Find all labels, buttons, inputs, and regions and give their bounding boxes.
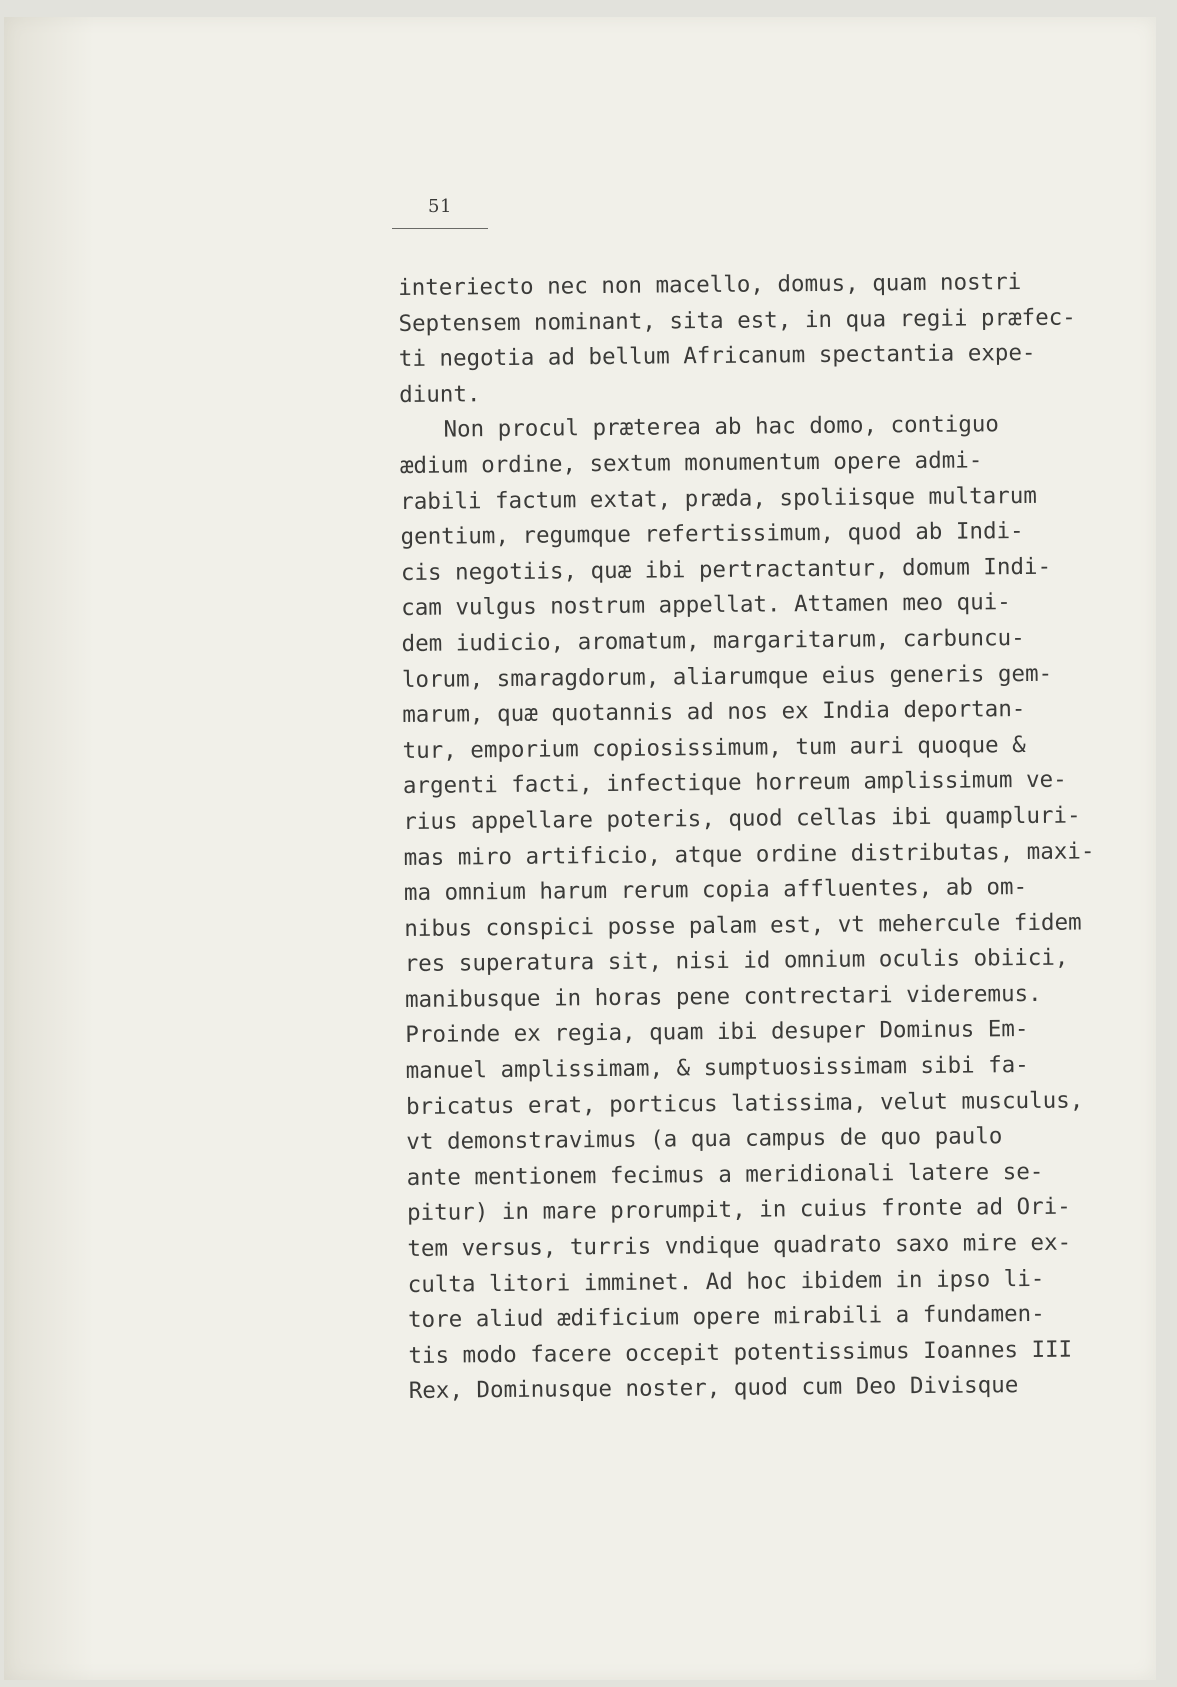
page-gutter-shadow [4, 17, 94, 1680]
text-line: ti negotia ad bellum Africanum spectantia expe- [398, 340, 1036, 373]
text-line: bricatus erat, porticus latissima, velut musculus, [405, 1087, 1084, 1120]
text-line: marum, quæ quotannis ad nos ex India deportan- [402, 696, 1026, 729]
page-number-rule [392, 228, 488, 229]
text-line: gentium, regumque refertissimum, quod ab Indi- [400, 518, 1024, 551]
text-line: ma omnium harum rerum copia affluentes, ab om- [403, 874, 1028, 907]
text-line: ante mentionem fecimus a meridionali latere se- [406, 1158, 1044, 1191]
text-line: tis modo facere occepit potentissimus Ioannes III [408, 1336, 1073, 1369]
text-line: argenti facti, infectique horreum amplissimum ve- [402, 766, 1067, 800]
text-line: nibus conspici posse palam est, vt mehercule fidem [404, 909, 1082, 942]
text-line: tem versus, turris vndique quadrato saxo mire ex- [407, 1229, 1072, 1262]
text-line: rius appellare poteris, quod cellas ibi quampluri- [403, 802, 1081, 835]
text-line: rabili factum extat, præda, spoliisque multarum [400, 482, 1037, 515]
text-line: cam vulgus nostrum appellat. Attamen meo qui- [401, 589, 1011, 622]
text-line: cis negotiis, quæ ibi pertractantur, domum Indi- [400, 553, 1052, 586]
text-line: Proinde ex regia, quam ibi desuper Dominus Em- [405, 1016, 1029, 1049]
text-line: tore aliud ædificium opere mirabili a fundamen- [407, 1301, 1045, 1334]
text-line: culta litori imminet. Ad hoc ibidem in ipso li- [407, 1265, 1045, 1298]
text-line: mas miro artificio, atque ordine distributas, maxi- [403, 837, 1095, 871]
text-line: Septensem nominant, sita est, in qua regii præfec- [398, 304, 1076, 337]
page-number: 51 [428, 196, 452, 217]
text-line: diunt. [399, 380, 481, 408]
text-line: pitur) in mare prorumpit, in cuius fronte ad Ori- [406, 1194, 1071, 1227]
text-line: interiecto nec non macello, domus, quam nostri [398, 269, 1022, 301]
text-line: manuel amplissimam, & sumptuosissimam sibi fa- [405, 1052, 1029, 1085]
text-line: vt demonstravimus (a qua campus de quo paulo [406, 1123, 1003, 1156]
text-line: ædium ordine, sextum monumentum opere admi- [399, 447, 983, 479]
text-line: Rex, Dominusque noster, quod cum Deo Divisque [408, 1372, 1019, 1405]
text-line: manibusque in horas pene contrectari videremus. [404, 980, 1042, 1013]
text-line: lorum, smaragdorum, aliarumque eius generis gem- [401, 660, 1053, 693]
text-line: tur, emporium copiosissimum, tum auri quoque & [402, 731, 1026, 764]
text-line: Non procul præterea ab hac domo, contiguo [443, 411, 1000, 443]
body-text [398, 264, 1095, 1409]
text-line: dem iudicio, aromatum, margaritarum, carbuncu- [401, 624, 1025, 657]
text-line: res superatura sit, nisi id omnium oculis obiici, [404, 944, 1069, 978]
